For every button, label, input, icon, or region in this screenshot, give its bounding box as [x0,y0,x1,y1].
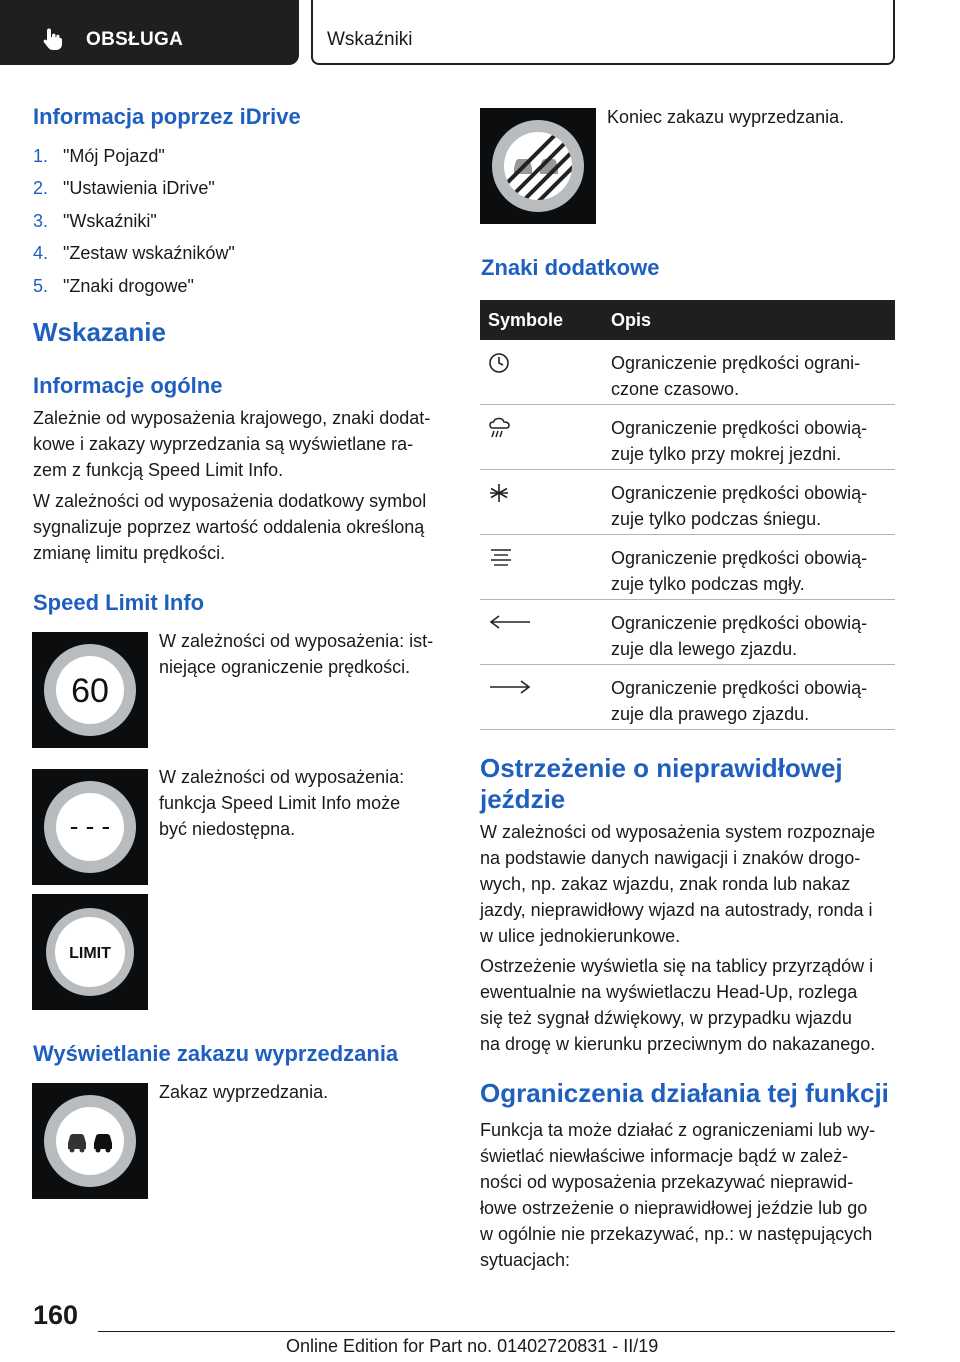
function-limits-heading: Ograniczenia działania tej funkcji [480,1078,889,1108]
speed-limit-60-sign [32,632,148,748]
table-row: Ograniczenie prędkości obowią- zuje tylko przy mokrej jezdni. [480,405,895,470]
footer-divider [98,1331,895,1332]
list-item: 2. "Ustawienia iDrive" [33,178,215,199]
general-info-heading: Informacje ogólne [33,373,223,398]
idrive-steps [33,140,433,303]
hand-pointer-icon [40,26,66,52]
list-item: 4. "Zestaw wskaźników" [33,243,235,264]
sign-60-value: 60 [71,672,109,710]
sign-dash-value: - - - [69,811,111,841]
table-row: Ograniczenie prędkości obowią- zuje tylko podczas mgły. [480,535,895,600]
sign-60-description: W zależności od wyposażenia: ist- niejące ograniczenie prędkości. [159,631,434,677]
table-row: Ograniczenie prędkości obowią- zuje dla prawego zjazdu. [480,665,895,730]
speed-limit-limit-sign [32,894,148,1010]
list-item: 3. "Wskaźniki" [33,210,157,231]
extra-signs-heading: Znaki dodatkowe [481,255,660,280]
arrow-left-icon [488,612,532,632]
edition-text: Online Edition for Part no. 01402720831 - II/19 [286,1336,659,1356]
section-tab [0,0,299,65]
wskazanie-heading: Wskazanie [33,317,166,347]
sign-limit-value: LIMIT [69,945,111,962]
fog-icon [488,547,514,569]
no-overtake-description: Zakaz wyprzedzania. [159,1082,329,1102]
info-idrive-heading: Informacja poprzez iDrive [33,104,301,129]
page-number: 160 [33,1300,79,1330]
list-item: 5. "Znaki drogowe" [33,275,194,296]
rain-icon [488,417,512,439]
clock-icon [488,352,510,374]
wrong-way-paragraph-2: Ostrzeżenie wyświetla się na tablicy przyrządów i ewentualnie na wyświetlaczu Head-Up, rozlega się też sygnał dźwiękowy, w przypadku wjazdu na drogę w kierunku przeciwnym do nakazanego. [480,956,876,1054]
function-limits-paragraph: Funkcja ta może działać z ograniczeniami lub wy- świetlać niewłaściwe informacje bądź w zależ- ności od wyposażenia przekazywać nieprawid- łowe ostrzeżenie o nieprawidłowej jeździe lub go w ogólnie nie przekazywać, np.: w następujących sytuacjach: [480,1120,876,1270]
chapter-box [311,0,895,65]
table-row: Ograniczenie prędkości obowią- zuje dla lewego zjazdu. [480,600,895,665]
table-row: Ograniczenie prędkości ograni- czone czasowo. [480,340,895,405]
extra-signs-table [480,300,895,730]
snowflake-icon [488,482,510,504]
speed-limit-info-heading: Speed Limit Info [33,590,205,615]
wrong-way-heading: Ostrzeżenie o nieprawidłowej jeździe [480,753,843,814]
column-header-symbols: Symbole [488,309,564,330]
table-header [480,300,895,340]
wrong-way-paragraph-1: W zależności od wyposażenia system rozpoznaje na podstawie danych nawigacji i znaków drogo- wych, np. zakaz wjazdu, znak ronda lub nakaz jazdy, nieprawidłowy wjazd na autostrady, ronda i w ulice jednokierunkowe. [480,822,876,946]
no-overtake-heading: Wyświetlanie zakazu wyprzedzania [33,1041,399,1066]
list-item: 1. "Mój Pojazd" [33,145,165,166]
section-label: OBSŁUGA [86,29,184,50]
general-paragraph-2: W zależności od wyposażenia dodatkowy symbol sygnalizuje poprzez wartość oddalenia określoną zmianę limitu prędkości. [33,491,427,563]
speed-limit-unavailable-sign [32,769,148,885]
arrow-right-icon [488,677,532,697]
chapter-label: Wskaźniki [327,29,413,50]
column-header-description: Opis [611,309,652,330]
end-no-overtaking-sign [480,108,596,224]
no-overtaking-sign [32,1083,148,1199]
general-paragraph-1: Zależnie od wyposażenia krajowego, znaki dodat- kowe i zakazy wyprzedzania są wyświetlane ra- zem z funkcją Speed Limit Info. [33,408,431,480]
end-no-overtake-description: Koniec zakazu wyprzedzania. [607,107,845,127]
sign-dash-description: W zależności od wyposażenia: funkcja Speed Limit Info może być niedostępna. [159,767,405,839]
table-row: Ograniczenie prędkości obowią- zuje tylko podczas śniegu. [480,470,895,535]
